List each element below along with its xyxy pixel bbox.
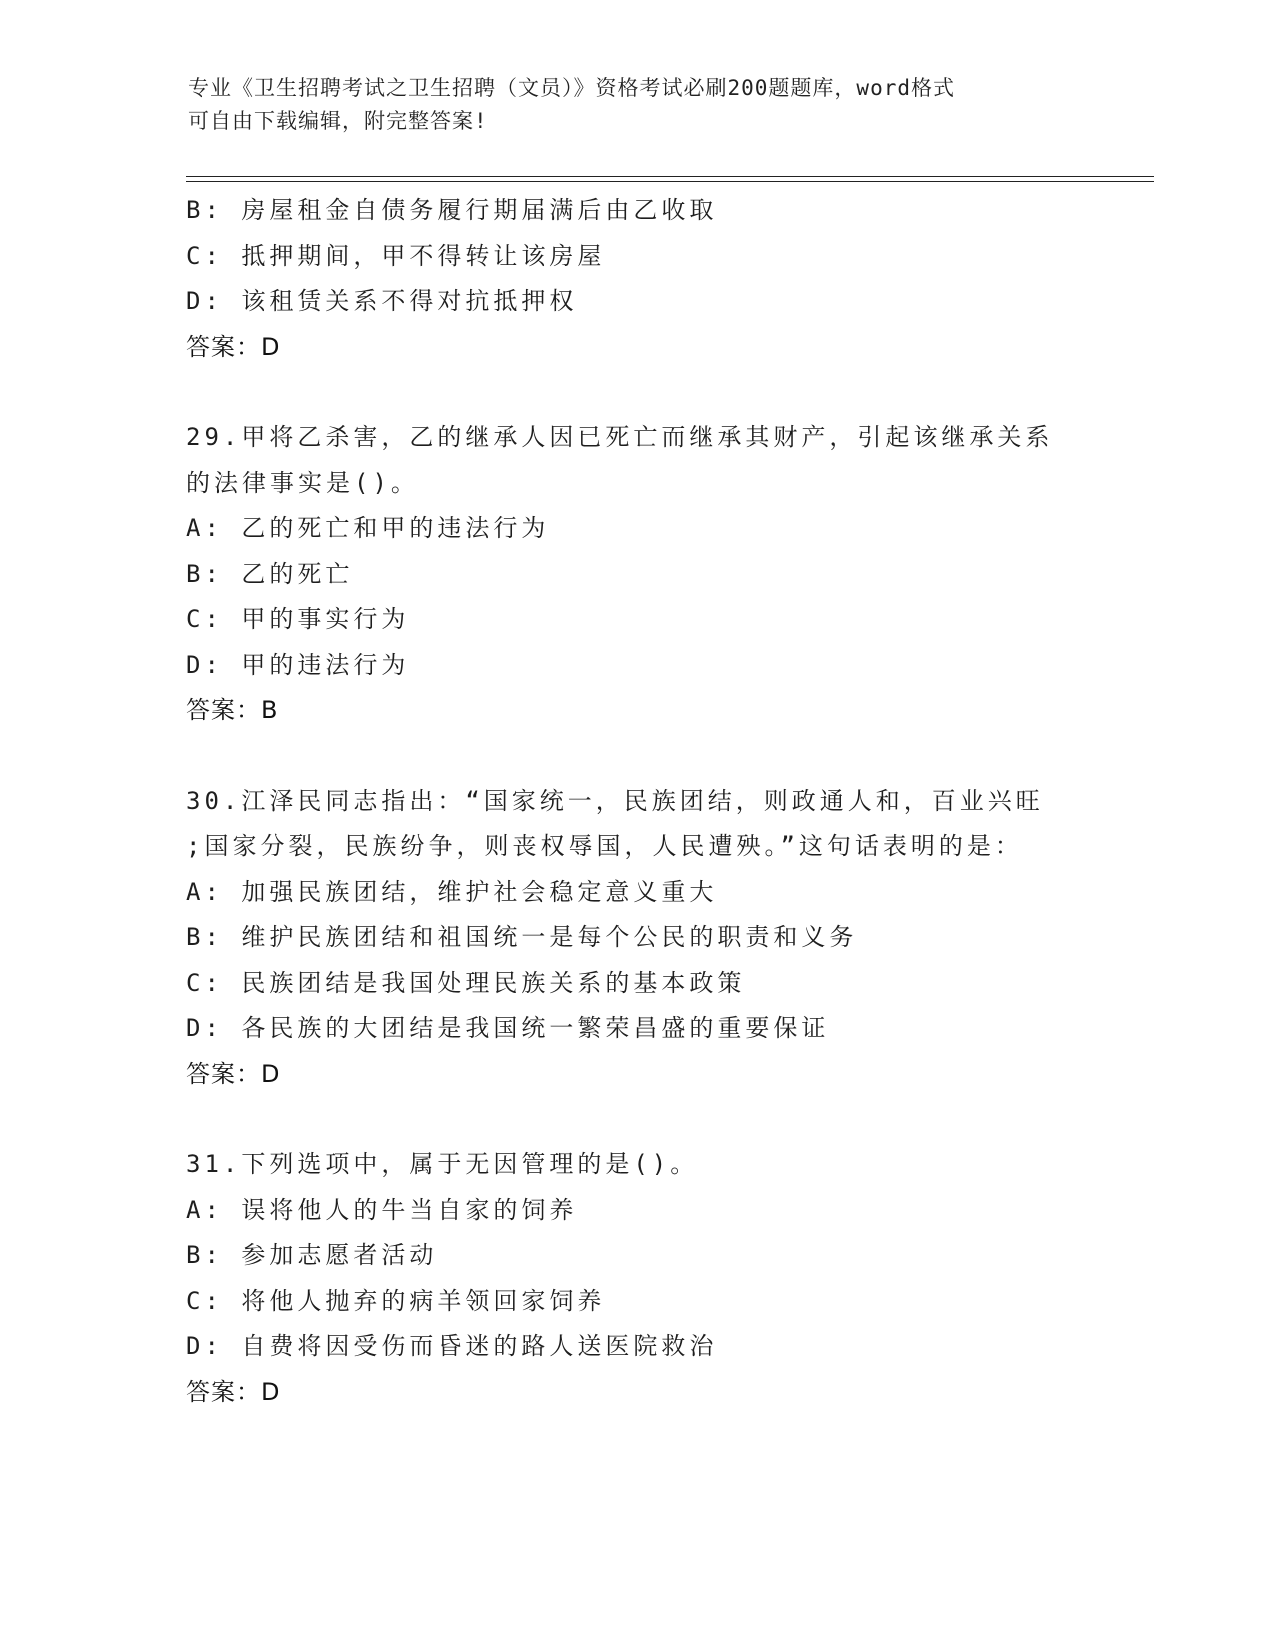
option-b: B: 房屋租金自债务履行期届满后由乙收取 — [186, 196, 718, 224]
option-c: C: 甲的事实行为 — [186, 605, 410, 633]
header-divider-top — [186, 176, 1154, 177]
answer-line: 答案：D — [186, 1059, 281, 1088]
question-stem-line-1: 29.甲将乙杀害，乙的继承人因已死亡而继承其财产，引起该继承关系 — [186, 423, 1054, 451]
option-d: D: 甲的违法行为 — [186, 650, 410, 679]
question-block-31 — [186, 1142, 1086, 1415]
question-spacer — [186, 734, 1086, 779]
option-c: C: 民族团结是我国处理民族关系的基本政策 — [186, 968, 746, 997]
option-b: B: 参加志愿者活动 — [186, 1241, 438, 1269]
option-c: C: 将他人抛弃的病羊领回家饲养 — [186, 1286, 606, 1315]
header-line-2: 可自由下载编辑，附完整答案! — [188, 109, 488, 133]
header-divider-bottom — [186, 181, 1154, 182]
question-block-29 — [186, 415, 1086, 734]
question-block-continued — [186, 188, 1086, 370]
question-spacer — [186, 1097, 1086, 1142]
question-stem-line-2: ;国家分裂，民族纷争，则丧权辱国，人民遭殃。”这句话表明的是： — [186, 832, 1023, 860]
header-line-1: 专业《卫生招聘考试之卫生招聘（文员）》资格考试必刷200题题库，word格式 — [188, 76, 955, 100]
option-b: B: 维护民族团结和祖国统一是每个公民的职责和义务 — [186, 923, 858, 951]
option-a: A: 加强民族团结，维护社会稳定意义重大 — [186, 877, 718, 906]
question-list — [186, 188, 1086, 1415]
question-stem-line-1: 31.下列选项中，属于无因管理的是()。 — [186, 1150, 699, 1178]
question-stem-line-2: 的法律事实是()。 — [186, 468, 419, 497]
option-d: D: 自费将因受伤而昏迷的路人送医院救治 — [186, 1332, 718, 1360]
question-block-30 — [186, 779, 1086, 1098]
answer-line: 答案：B — [186, 696, 279, 724]
option-a: A: 乙的死亡和甲的违法行为 — [186, 514, 550, 542]
option-b: B: 乙的死亡 — [186, 559, 354, 588]
answer-line: 答案：D — [186, 332, 281, 361]
option-d: D: 该租赁关系不得对抗抵押权 — [186, 287, 578, 315]
option-c: C: 抵押期间，甲不得转让该房屋 — [186, 241, 606, 270]
question-stem-line-1: 30.江泽民同志指出：“国家统一，民族团结，则政通人和，百业兴旺 — [186, 786, 1044, 815]
option-d: D: 各民族的大团结是我国统一繁荣昌盛的重要保证 — [186, 1014, 830, 1042]
option-a: A: 误将他人的牛当自家的饲养 — [186, 1195, 578, 1224]
document-header — [188, 72, 1088, 138]
answer-line: 答案：D — [186, 1377, 281, 1406]
question-spacer — [186, 370, 1086, 415]
